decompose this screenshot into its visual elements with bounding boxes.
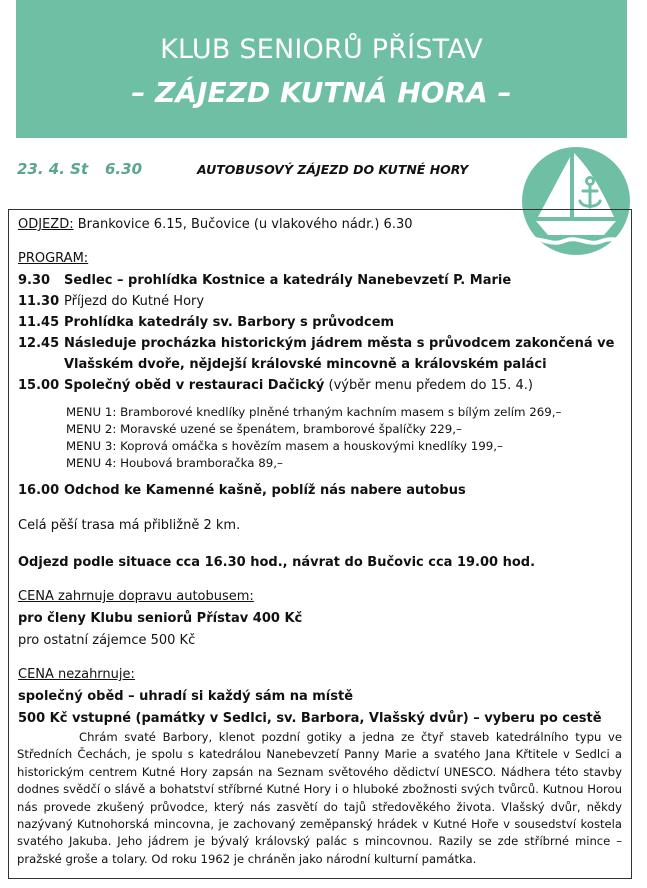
event-date: 23. 4. St — [17, 160, 89, 178]
program-list — [18, 270, 623, 396]
trip-title: – ZÁJEZD KUTNÁ HORA – — [131, 76, 512, 109]
list-item: 15.00 Společný oběd v restauraci Dačický (výběr menu předem do 15. 4.) — [18, 378, 533, 393]
details-box — [8, 209, 632, 879]
price-tickets: 500 Kč vstupné (památky v Sedlci, sv. Barbora, Vlašský dvůr) – vyberu po cestě — [18, 711, 602, 726]
list-item: 11.30 Příjezd do Kutné Hory — [18, 294, 205, 309]
price-includes-label: CENA zahrnuje dopravu autobusem: — [18, 589, 254, 604]
price-members: pro členy Klubu seniorů Přístav 400 Kč — [18, 611, 303, 626]
title-banner — [16, 0, 627, 138]
menu-item: MENU 1: Bramborové knedlíky plněné trhaným kachním masem s bílým zelím 269,– — [66, 405, 562, 419]
list-item: 9.30 Sedlec – prohlídka Kostnice a katedrály Nanebevzetí P. Marie — [18, 273, 512, 288]
list-item: 16.00 Odchod ke Kamenné kašně, poblíž nás nabere autobus — [18, 483, 466, 498]
menu-list — [66, 404, 561, 472]
program-label: PROGRAM: — [18, 251, 89, 266]
departure-label: ODJEZD: — [18, 217, 74, 232]
event-time: 6.30 — [105, 160, 143, 178]
list-item: 12.45 Následuje procházka historickým jádrem města s průvodcem zakončená ve Vlašském dvoře, nějdejší královské mincovně a královském paláci — [18, 336, 615, 372]
price-others: pro ostatní zájemce 500 Kč — [18, 633, 196, 648]
description-paragraph: Chrám svaté Barbory, klenot pozdní gotiky a jedna ze čtyř staveb katedrálního typu ve Středních Čechách, je spolu s katedrálou Nanebevzetí Panny Marie a svatého Jana Křtitele v Sedlci a historickým centrem Kutné Hory zapsán na Seznam světového dědictví UNESCO. Nádhera této stavby dodnes svědčí o slávě a bohatství stříbrné Kutné Hory i o hluboké zbožnosti svých tvůrců. Kutnou Horou nás provede zkušený průvodce, který nás zasvětí do tajů středověkého života. Vlašský dvůr, někdy nazývaný Kutnohorská mincovna, je zachovaný zeměpanský hrádek v Kutné Hoře v sousedství kostela svatého Jakuba. Jeho jádrem je bývalý královský palác s mincovnou. Razily se zde stříbrné mince – pražské groše a tolary. Od roku 1962 je chráněn jako národní kulturní památka. — [17, 730, 622, 866]
route-note: Celá pěší trasa má přibližně 2 km. — [18, 518, 241, 533]
program-last — [18, 480, 623, 501]
event-title: AUTOBUSOVÝ ZÁJEZD DO KUTNÉ HORY — [197, 162, 469, 177]
return-note: Odjezd podle situace cca 16.30 hod., návrat do Bučovic cca 19.00 hod. — [18, 555, 536, 570]
departure-line — [18, 214, 413, 235]
price-excludes-label: CENA nezahrnuje: — [18, 667, 135, 682]
club-name: KLUB SENIORŮ PŘÍSTAV — [160, 34, 483, 65]
price-lunch: společný oběd – uhradí si každý sám na místě — [18, 689, 354, 704]
list-item: 11.45 Prohlídka katedrály sv. Barbory s průvodcem — [18, 315, 395, 330]
departure-text: Brankovice 6.15, Bučovice (u vlakového nádr.) 6.30 — [77, 217, 413, 232]
menu-item: MENU 4: Houbová bramboračka 89,– — [66, 456, 283, 470]
menu-item: MENU 2: Moravské uzené se špenátem, bramborové špalíčky 229,– — [66, 422, 462, 436]
menu-item: MENU 3: Koprová omáčka s hovězím masem a houskovými knedlíky 199,– — [66, 439, 503, 453]
